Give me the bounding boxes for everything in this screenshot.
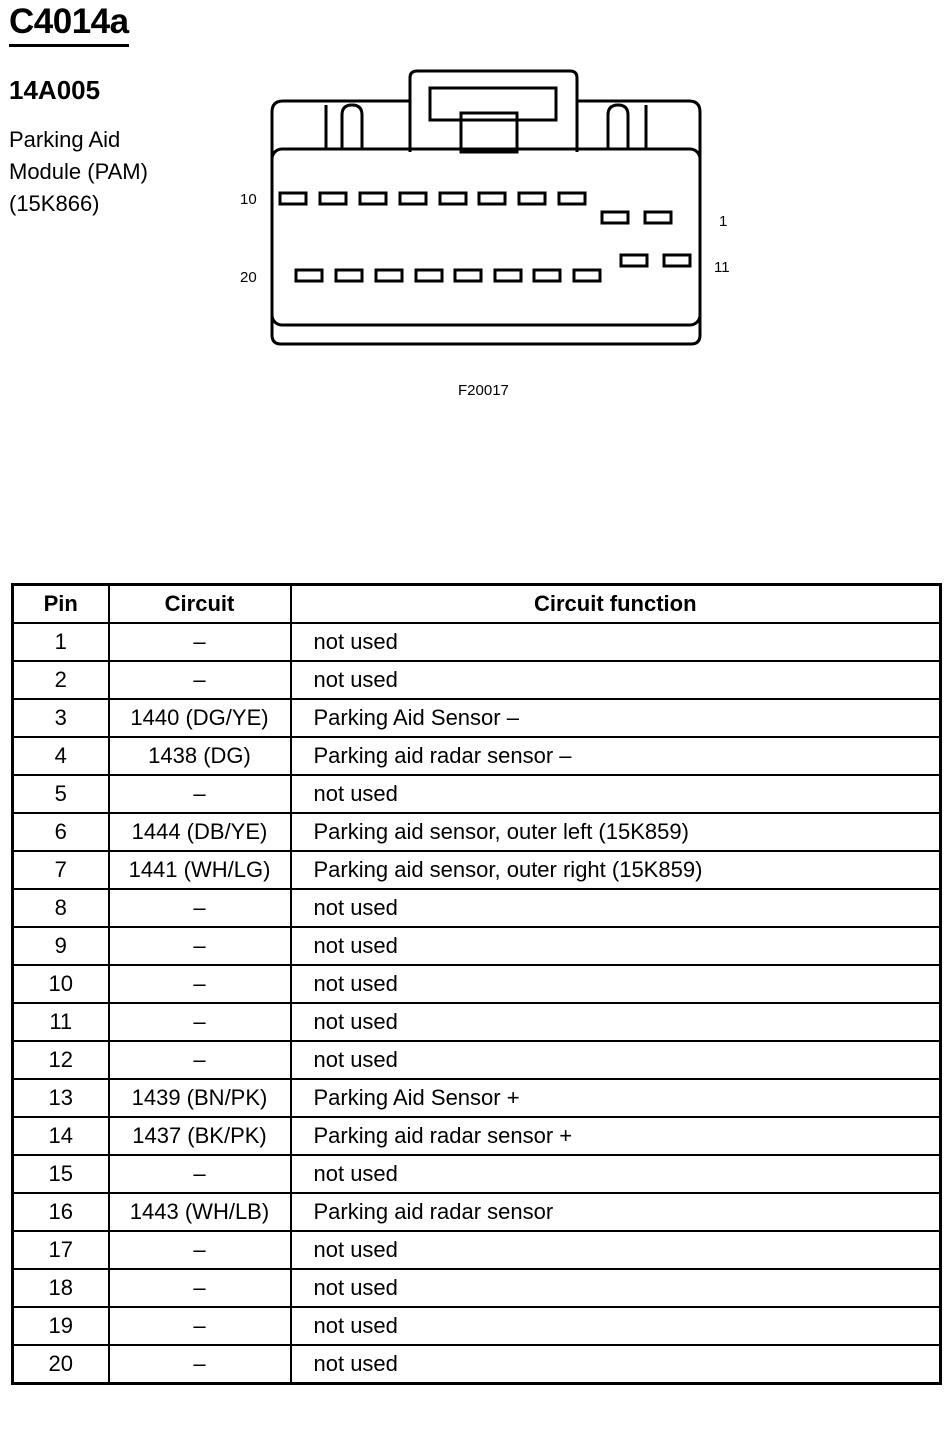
pin-label-10: 10: [240, 191, 257, 208]
function-cell: not used: [291, 661, 941, 699]
function-cell: not used: [291, 775, 941, 813]
circuit-cell: –: [109, 889, 291, 927]
function-cell: not used: [291, 1307, 941, 1345]
description-line: (15K866): [9, 191, 100, 216]
pin-cavity-14: [534, 270, 560, 281]
circuit-cell: 1441 (WH/LG): [109, 851, 291, 889]
table-row: [13, 889, 941, 927]
function-cell: Parking aid radar sensor: [291, 1193, 941, 1231]
pin-cell: 13: [13, 1079, 109, 1117]
pinout-table: [11, 583, 942, 1385]
function-cell: Parking aid radar sensor –: [291, 737, 941, 775]
pin-cavity-12: [621, 255, 647, 266]
circuit-cell: 1443 (WH/LB): [109, 1193, 291, 1231]
pin-cell: 1: [13, 623, 109, 661]
circuit-cell: 1439 (BN/PK): [109, 1079, 291, 1117]
circuit-cell: –: [109, 1003, 291, 1041]
pin-cell: 4: [13, 737, 109, 775]
circuit-cell: –: [109, 1345, 291, 1384]
pin-cavity-11: [664, 255, 690, 266]
function-cell: not used: [291, 889, 941, 927]
key-rib-left-2: [342, 105, 362, 149]
pin-cavity-4: [519, 193, 545, 204]
pin-cell: 10: [13, 965, 109, 1003]
circuit-cell: –: [109, 661, 291, 699]
pin-cavity-2: [602, 212, 628, 223]
pin-label-1: 1: [719, 213, 728, 230]
pin-cell: 17: [13, 1231, 109, 1269]
header-circuit: Circuit: [109, 585, 291, 624]
pin-cell: 14: [13, 1117, 109, 1155]
pin-cell: 15: [13, 1155, 109, 1193]
table-row: [13, 1193, 941, 1231]
circuit-cell: –: [109, 965, 291, 1003]
function-cell: not used: [291, 623, 941, 661]
table-row: [13, 775, 941, 813]
table-row: [13, 623, 941, 661]
header-pin: Pin: [13, 585, 109, 624]
pin-cavity-15: [495, 270, 521, 281]
pin-cell: 7: [13, 851, 109, 889]
function-cell: Parking Aid Sensor –: [291, 699, 941, 737]
pin-cavity-20: [296, 270, 322, 281]
table-row: [13, 661, 941, 699]
pin-cell: 6: [13, 813, 109, 851]
pin-cavity-5: [479, 193, 505, 204]
table-row: [13, 965, 941, 1003]
table-row: [13, 1345, 941, 1384]
table-row: [13, 1231, 941, 1269]
function-cell: not used: [291, 1231, 941, 1269]
connector-face: [272, 149, 700, 325]
pin-cavity-10: [280, 193, 306, 204]
table-row: [13, 737, 941, 775]
function-cell: not used: [291, 1041, 941, 1079]
table-row: [13, 1117, 941, 1155]
pin-cell: 11: [13, 1003, 109, 1041]
table-row: [13, 1041, 941, 1079]
table-row: [13, 699, 941, 737]
circuit-cell: –: [109, 1041, 291, 1079]
function-cell: Parking aid radar sensor +: [291, 1117, 941, 1155]
pin-cavity-3: [559, 193, 585, 204]
pin-cavity-13: [574, 270, 600, 281]
table-row: [13, 1003, 941, 1041]
pin-cell: 16: [13, 1193, 109, 1231]
table-row: [13, 851, 941, 889]
circuit-cell: 1438 (DG): [109, 737, 291, 775]
circuit-cell: –: [109, 1231, 291, 1269]
pin-cavity-16: [455, 270, 481, 281]
description-line: Module (PAM): [9, 159, 148, 184]
pin-cavity-7: [400, 193, 426, 204]
table-row: [13, 1155, 941, 1193]
circuit-cell: –: [109, 1307, 291, 1345]
pin-cell: 5: [13, 775, 109, 813]
part-number: 14A005: [9, 75, 101, 105]
function-cell: not used: [291, 927, 941, 965]
key-rib-right-1: [608, 105, 628, 149]
table-row: [13, 1079, 941, 1117]
function-cell: Parking Aid Sensor +: [291, 1079, 941, 1117]
function-cell: not used: [291, 1269, 941, 1307]
circuit-cell: 1437 (BK/PK): [109, 1117, 291, 1155]
connector-housing: [272, 101, 700, 344]
table-row: [13, 1307, 941, 1345]
pin-cell: 9: [13, 927, 109, 965]
circuit-cell: –: [109, 927, 291, 965]
circuit-cell: 1440 (DG/YE): [109, 699, 291, 737]
table-row: [13, 813, 941, 851]
pin-cell: 18: [13, 1269, 109, 1307]
function-cell: Parking aid sensor, outer left (15K859): [291, 813, 941, 851]
table-header-row: [13, 585, 941, 624]
circuit-cell: –: [109, 1269, 291, 1307]
table-row: [13, 927, 941, 965]
table-row: [13, 1269, 941, 1307]
circuit-cell: 1444 (DB/YE): [109, 813, 291, 851]
pin-cell: 8: [13, 889, 109, 927]
figure-code: F20017: [458, 382, 509, 399]
circuit-cell: –: [109, 775, 291, 813]
function-cell: not used: [291, 1003, 941, 1041]
pin-cavity-8: [360, 193, 386, 204]
pin-label-20: 20: [240, 269, 257, 286]
pin-cell: 2: [13, 661, 109, 699]
latch-window: [430, 88, 556, 120]
component-description: [9, 124, 209, 220]
connector-face-diagram: [230, 60, 750, 360]
pin-cavity-1: [645, 212, 671, 223]
function-cell: not used: [291, 965, 941, 1003]
description-line: Parking Aid: [9, 127, 121, 152]
function-cell: Parking aid sensor, outer right (15K859): [291, 851, 941, 889]
circuit-cell: –: [109, 623, 291, 661]
pin-cavity-6: [440, 193, 466, 204]
pin-cavity-18: [376, 270, 402, 281]
pin-cavity-9: [320, 193, 346, 204]
function-cell: not used: [291, 1155, 941, 1193]
pin-cell: 3: [13, 699, 109, 737]
pin-cell: 12: [13, 1041, 109, 1079]
header-function: Circuit function: [291, 585, 941, 624]
circuit-cell: –: [109, 1155, 291, 1193]
connector-id: C4014a: [9, 2, 129, 47]
pin-label-11: 11: [714, 259, 730, 276]
pin-cell: 19: [13, 1307, 109, 1345]
pin-cavity-17: [416, 270, 442, 281]
pin-cell: 20: [13, 1345, 109, 1384]
function-cell: not used: [291, 1345, 941, 1384]
pin-cavity-19: [336, 270, 362, 281]
